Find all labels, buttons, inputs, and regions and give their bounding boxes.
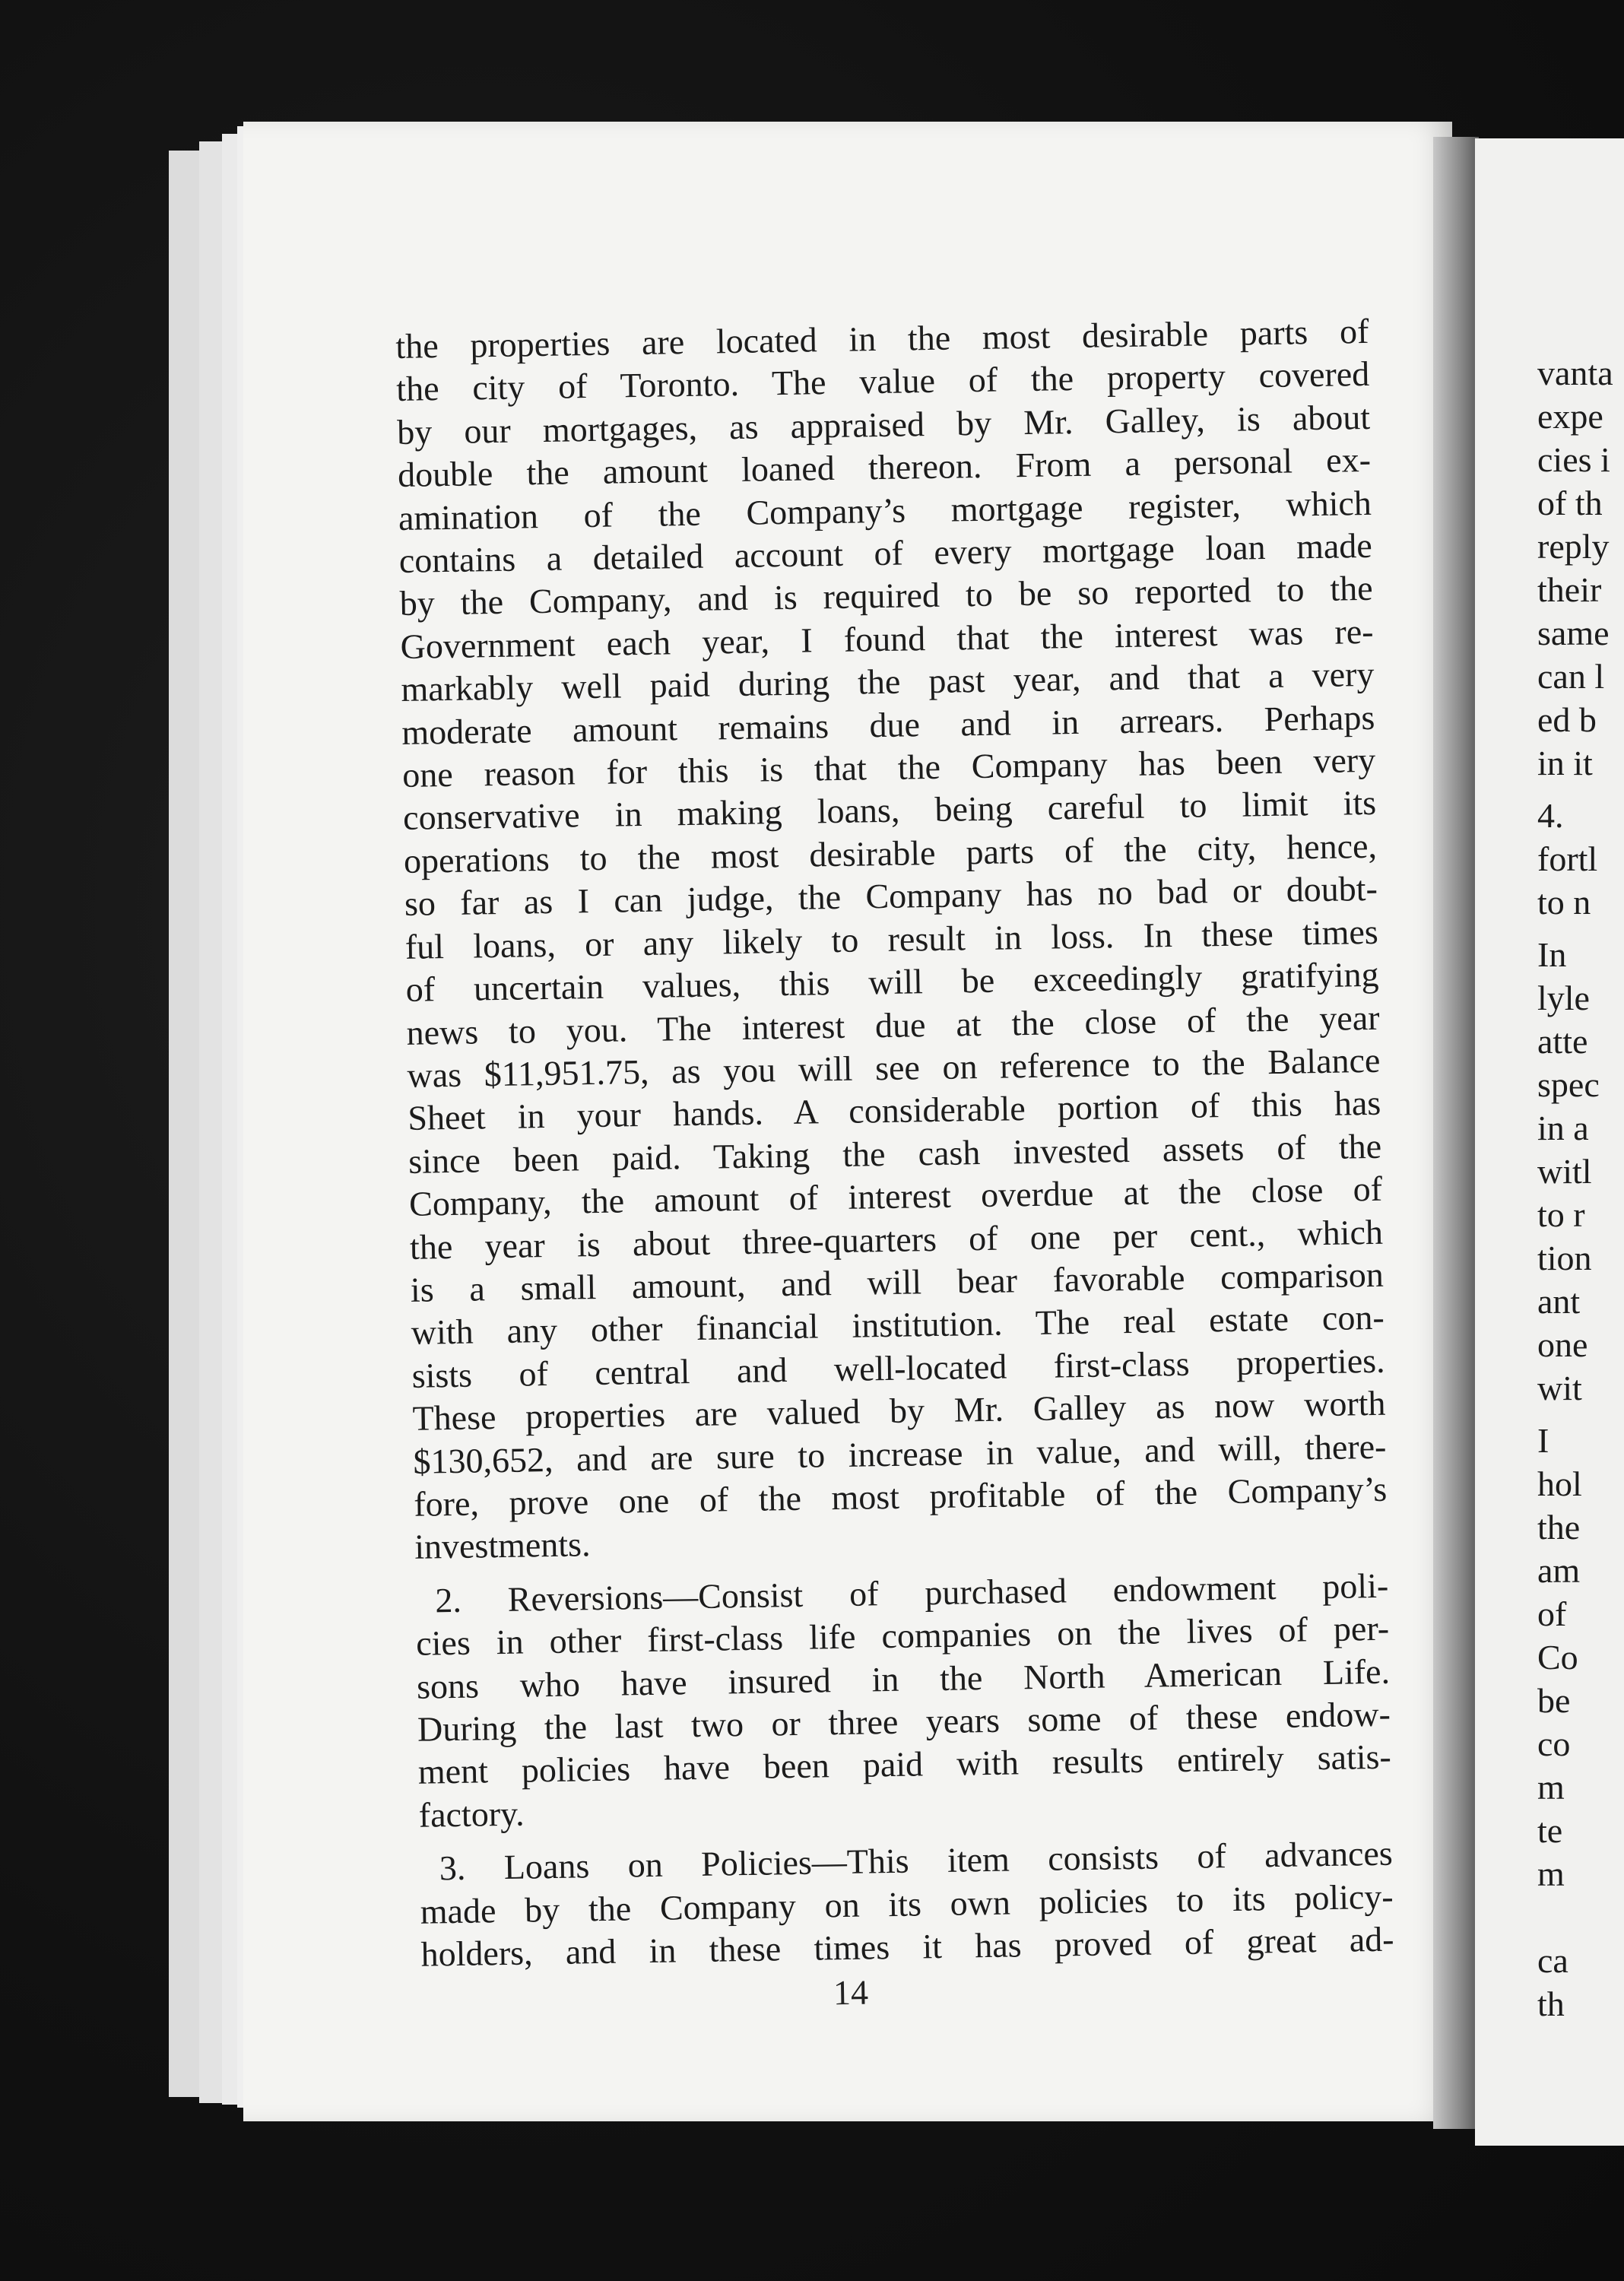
paragraph-gap: [1537, 785, 1613, 794]
text-line-fragment: can l: [1537, 657, 1605, 696]
text-line: double the amount loaned thereon. From a personal ex-: [397, 440, 1372, 495]
text-line-fragment: Co: [1537, 1638, 1578, 1677]
text-line: amination of the Company’s mortgage register, which: [398, 483, 1372, 538]
text-line: the year is about three-quarters of one per cent., which: [409, 1212, 1384, 1267]
text-line: During the last two or three years some of these endow-: [417, 1694, 1391, 1749]
text-line-fragment: te: [1537, 1811, 1563, 1850]
text-line: sists of central and well-located first-class properties.: [411, 1340, 1385, 1395]
text-line-fragment: in a: [1537, 1109, 1589, 1147]
text-line: so far as I can judge, the Company has no bad or doubt-: [404, 869, 1378, 924]
text-line-fragment: m: [1537, 1768, 1565, 1807]
text-line-fragment: of th: [1537, 484, 1603, 522]
text-line-fragment: be: [1537, 1681, 1571, 1720]
text-line-fragment: in it: [1537, 744, 1593, 782]
text-line: one reason for this is that the Company has been very: [401, 740, 1376, 795]
paragraph-gap: [1537, 1410, 1613, 1419]
text-line: 3. Loans on Policies—This item consists of advances: [439, 1833, 1394, 1888]
paragraph-mortgages: [395, 310, 1388, 1569]
text-line: the city of Toronto. The value of the property covered: [395, 354, 1370, 409]
text-line: Sheet in your hands. A considerable portion of this has: [407, 1083, 1381, 1138]
text-line-fragment: reply: [1537, 527, 1610, 566]
text-line: Government each year, I found that the interest was re-: [400, 611, 1374, 666]
text-line: ment policies have been paid with results entirely satis-: [417, 1737, 1392, 1792]
text-line-fragment: ca: [1537, 1941, 1568, 1980]
paragraph-gap: [1537, 924, 1613, 933]
text-line-fragment: spec: [1537, 1065, 1600, 1104]
text-line-fragment: of: [1537, 1594, 1567, 1633]
text-line-fragment: their: [1537, 570, 1602, 609]
text-line: news to you. The interest due at the close of the year: [406, 998, 1380, 1052]
text-line: holders, and in these times it has proved of great ad-: [420, 1919, 1394, 1974]
text-line: by our mortgages, as appraised by Mr. Galley, is about: [396, 397, 1371, 452]
text-line: with any other financial institution. The real estate con-: [411, 1298, 1385, 1353]
page-number: 14: [833, 1972, 869, 2013]
text-line: fore, prove one of the most profitable of the Company’s: [413, 1469, 1388, 1524]
text-line-fragment: wit: [1537, 1369, 1582, 1407]
body-text: [395, 310, 1394, 1976]
text-line: Company, the amount of interest overdue at the close of: [408, 1169, 1383, 1223]
paragraph-reversions: [415, 1564, 1392, 1837]
text-line-fragment: lyle: [1537, 979, 1590, 1017]
text-line-fragment: ant: [1537, 1282, 1581, 1321]
text-line: 2. Reversions—Consist of purchased endowment poli-: [434, 1566, 1389, 1620]
text-line: conservative in making loans, being careful to limit its: [402, 783, 1377, 838]
text-line: $130,652, and are sure to increase in value, and will, there-: [413, 1426, 1387, 1481]
text-line-fragment: hol: [1537, 1464, 1582, 1503]
text-line-fragment: one: [1537, 1325, 1588, 1364]
text-line-fragment: vanta: [1537, 354, 1613, 392]
text-line-fragment: to r: [1537, 1195, 1585, 1234]
text-line: contains a detailed account of every mortgage loan made: [398, 525, 1373, 580]
text-line: These properties are valued by Mr. Galley as now worth: [412, 1383, 1386, 1438]
text-line-fragment: witl: [1537, 1152, 1592, 1191]
text-line: operations to the most desirable parts of the city, hence,: [403, 826, 1378, 880]
text-line-fragment: cies i: [1537, 440, 1610, 479]
text-line-fragment: I: [1537, 1421, 1549, 1460]
text-line: by the Company, and is required to be so reported to the: [399, 569, 1373, 623]
text-line-fragment: am: [1537, 1551, 1581, 1590]
text-line: ful loans, or any likely to result in loss. In these times: [404, 912, 1379, 966]
text-line: the properties are located in the most desirable parts of: [395, 311, 1369, 366]
text-line-fragment: same: [1537, 614, 1610, 652]
text-line-fragment: the: [1537, 1508, 1581, 1547]
text-line: made by the Company on its own policies to its policy-: [420, 1877, 1394, 1931]
text-line-fragment: expe: [1537, 397, 1603, 436]
text-line-fragment: th: [1537, 1984, 1565, 2023]
paragraph-gap: [1537, 1896, 1613, 1939]
text-line-fragment: ed b: [1537, 700, 1597, 739]
text-line-fragment: In: [1537, 935, 1567, 974]
right-page-text: [1537, 351, 1613, 2026]
text-line-fragment: atte: [1537, 1022, 1588, 1061]
text-line: investments.: [414, 1524, 591, 1567]
text-line-fragment: to n: [1537, 883, 1591, 922]
text-line-fragment: fortl: [1537, 839, 1598, 878]
text-line: is a small amount, and will bear favorable comparison: [410, 1255, 1385, 1309]
text-line: since been paid. Taking the cash invested assets of the: [408, 1126, 1382, 1181]
text-line: markably well paid during the past year, and that a very: [401, 655, 1375, 709]
book-gutter: [1433, 137, 1479, 2129]
text-line: cies in other first-class life companies on the lives of per-: [415, 1608, 1390, 1663]
text-line-fragment: 4.: [1537, 796, 1564, 835]
text-line: moderate amount remains due and in arrears. Perhaps: [401, 697, 1375, 752]
text-line: of uncertain values, this will be exceedingly gratifying: [405, 954, 1379, 1009]
text-line: was $11,951.75, as you will see on reference to the Balance: [407, 1040, 1381, 1095]
text-line: factory.: [418, 1794, 525, 1835]
text-line: sons who have insured in the North American Life.: [416, 1651, 1391, 1706]
text-line-fragment: co: [1537, 1724, 1571, 1763]
text-line-fragment: m: [1537, 1854, 1565, 1893]
paragraph-loans: [419, 1832, 1394, 1976]
text-line-fragment: tion: [1537, 1239, 1592, 1277]
